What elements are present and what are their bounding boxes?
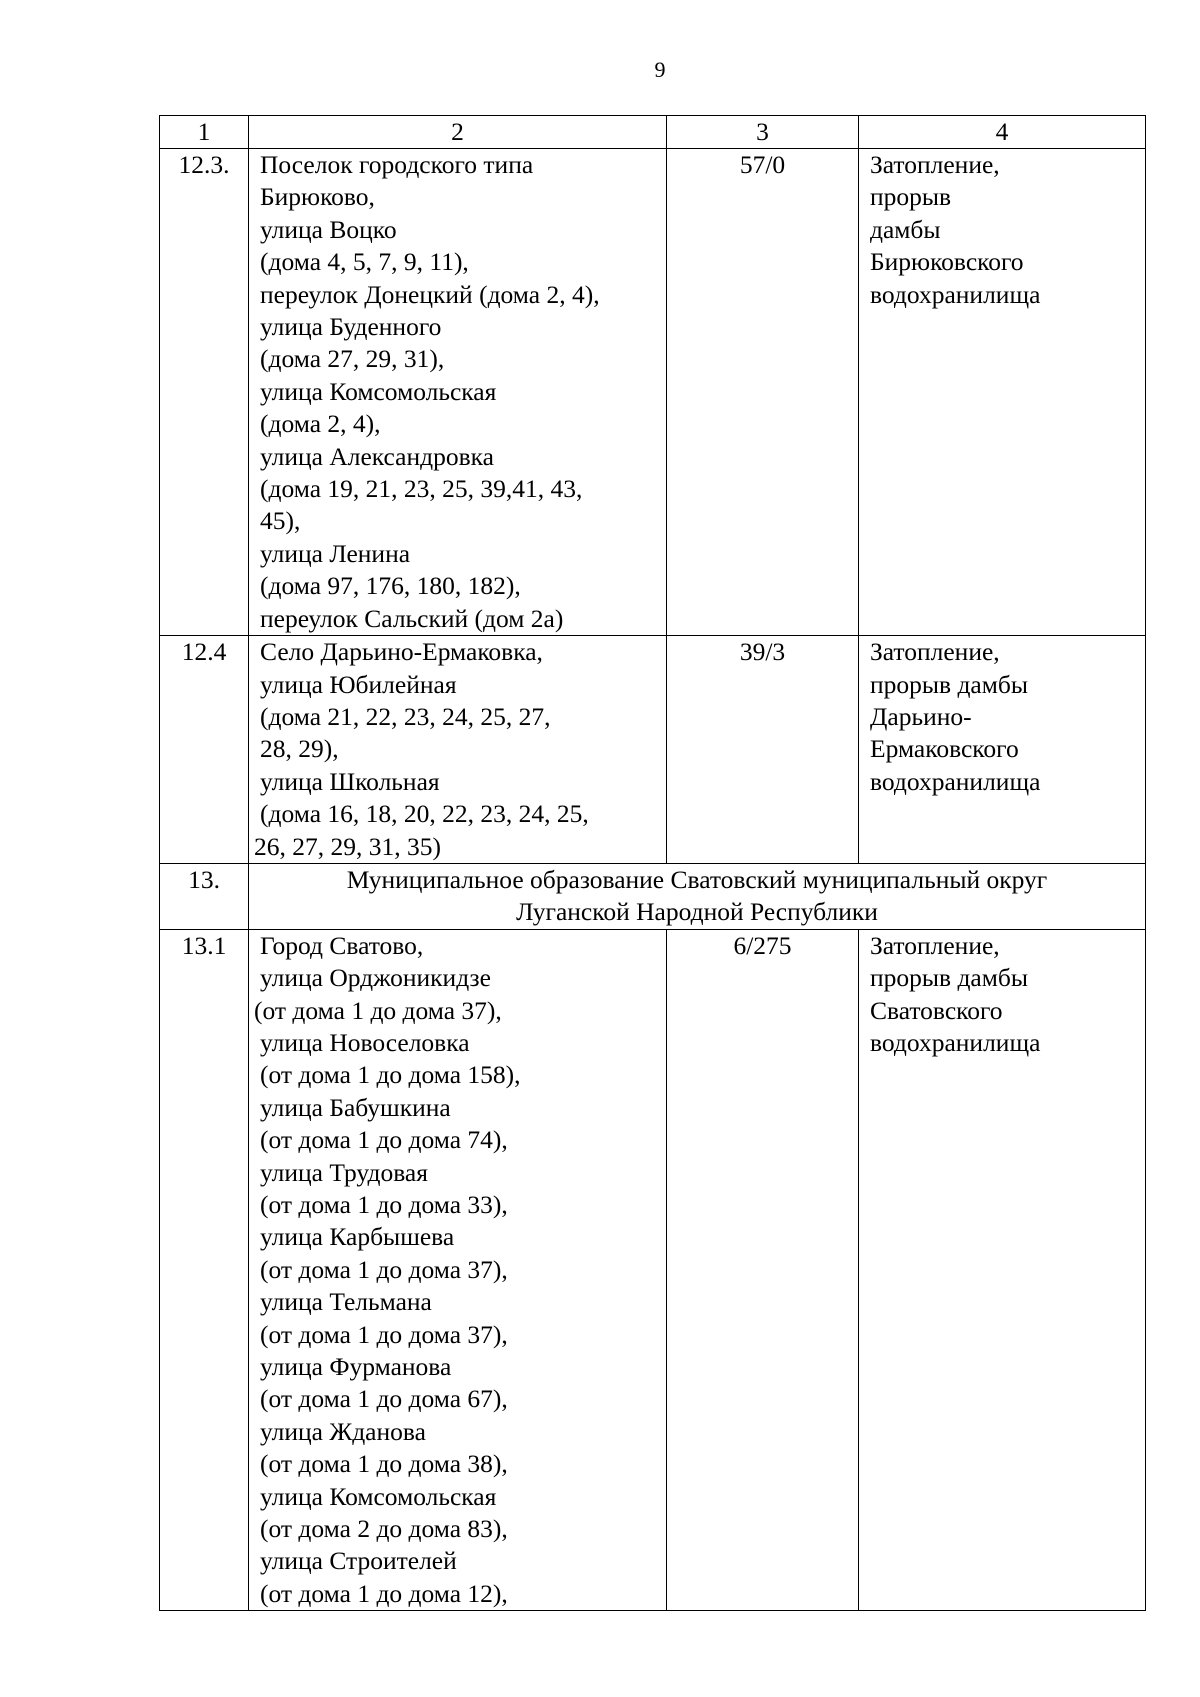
address-line: улица Строителей bbox=[260, 1546, 457, 1576]
address-line: (от дома 1 до дома 37), bbox=[254, 995, 502, 1025]
hazard-line: прорыв дамбы bbox=[870, 669, 1028, 699]
population-count: 39/3 bbox=[667, 636, 859, 864]
hazard-line: водохранилища bbox=[870, 279, 1041, 309]
column-header: 1 bbox=[160, 116, 249, 149]
address-line: (от дома 1 до дома 158), bbox=[260, 1060, 521, 1090]
hazard-line: Ермаковского bbox=[870, 734, 1019, 764]
address-line: 28, 29), bbox=[260, 734, 339, 764]
hazard-line: Бирюковского bbox=[870, 247, 1024, 277]
hazard-description bbox=[859, 636, 1146, 864]
row-number: 13.1 bbox=[160, 929, 249, 1611]
table-header-row bbox=[160, 116, 1146, 149]
hazard-line: Затопление, bbox=[870, 150, 1000, 179]
address-line: улица Жданова bbox=[260, 1416, 426, 1446]
address-line: переулок Донецкий (дома 2, 4), bbox=[260, 279, 600, 309]
address-line: (от дома 1 до дома 37), bbox=[260, 1319, 508, 1349]
address-line: (от дома 2 до дома 83), bbox=[260, 1514, 508, 1544]
address-line: (дома 27, 29, 31), bbox=[260, 344, 445, 374]
population-count: 6/275 bbox=[667, 929, 859, 1611]
section-title bbox=[249, 863, 1146, 929]
table-row bbox=[160, 636, 1146, 864]
address-line: улица Карбышева bbox=[260, 1222, 455, 1252]
address-line: (дома 19, 21, 23, 25, 39,41, 43, bbox=[260, 474, 583, 504]
address-line: улица Буденного bbox=[260, 312, 442, 342]
address-line: (от дома 1 до дома 37), bbox=[260, 1254, 508, 1284]
address-line: улица Орджоникидзе bbox=[260, 963, 491, 993]
section-title-line: Луганской Народной Республики bbox=[516, 897, 878, 927]
address-line: (дома 16, 18, 20, 22, 23, 24, 25, bbox=[260, 799, 589, 829]
row-number: 12.4 bbox=[160, 636, 249, 864]
hazard-line: прорыв bbox=[870, 182, 952, 212]
hazard-line: водохранилища bbox=[870, 1027, 1041, 1057]
address-line: переулок Сальский (дом 2а) bbox=[260, 603, 564, 633]
address-line: улица Школьная bbox=[260, 766, 440, 796]
flood-zone-table bbox=[159, 115, 1146, 1611]
hazard-description bbox=[859, 929, 1146, 1611]
section-title-line: Муниципальное образование Сватовский муниципальный округ bbox=[346, 864, 1048, 894]
address-line: улица Трудовая bbox=[260, 1157, 428, 1187]
row-number: 13. bbox=[160, 863, 249, 929]
address-line: улица Новоселовка bbox=[260, 1027, 470, 1057]
address-line: Город Сватово, bbox=[260, 930, 424, 960]
address-line: (от дома 1 до дома 67), bbox=[260, 1384, 508, 1414]
address-line: улица Юбилейная bbox=[260, 669, 457, 699]
column-header: 4 bbox=[859, 116, 1146, 149]
hazard-line: Затопление, bbox=[870, 930, 1000, 960]
address-line: (от дома 1 до дома 33), bbox=[260, 1190, 508, 1219]
table-row bbox=[160, 929, 1146, 1611]
population-count: 57/0 bbox=[667, 149, 859, 636]
address-cell bbox=[249, 636, 667, 864]
address-line: (дома 97, 176, 180, 182), bbox=[260, 571, 521, 601]
row-number: 12.3. bbox=[160, 149, 249, 636]
hazard-line: Сватовского bbox=[870, 995, 1003, 1025]
address-cell bbox=[249, 929, 667, 1611]
table-row bbox=[160, 149, 1146, 636]
address-line: улица Комсомольская bbox=[260, 1481, 497, 1511]
column-header: 3 bbox=[667, 116, 859, 149]
address-line: (дома 2, 4), bbox=[260, 409, 381, 439]
hazard-line: Затопление, bbox=[870, 637, 1000, 667]
address-line: (от дома 1 до дома 12), bbox=[260, 1578, 508, 1608]
address-line: Поселок городского типа bbox=[260, 150, 534, 179]
address-line: (от дома 1 до дома 38), bbox=[260, 1449, 508, 1479]
address-line: (дома 21, 22, 23, 24, 25, 27, bbox=[260, 701, 551, 731]
address-line: улица Александровка bbox=[260, 441, 494, 471]
hazard-line: прорыв дамбы bbox=[870, 963, 1028, 993]
address-line: Бирюково, bbox=[260, 182, 375, 212]
hazard-description bbox=[859, 149, 1146, 636]
hazard-line: водохранилища bbox=[870, 766, 1041, 796]
section-row bbox=[160, 863, 1146, 929]
address-line: улица Тельмана bbox=[260, 1287, 432, 1317]
address-line: (от дома 1 до дома 74), bbox=[260, 1125, 508, 1155]
address-line: улица Бабушкина bbox=[260, 1092, 451, 1122]
page-number: 9 bbox=[654, 57, 666, 82]
address-line: Село Дарьино-Ермаковка, bbox=[260, 637, 543, 667]
address-line: (дома 4, 5, 7, 9, 11), bbox=[260, 247, 469, 277]
address-line: 26, 27, 29, 31, 35) bbox=[254, 831, 441, 861]
address-line: 45), bbox=[260, 506, 301, 536]
address-line: улица Воцко bbox=[260, 214, 397, 244]
column-header: 2 bbox=[249, 116, 667, 149]
hazard-line: Дарьино- bbox=[870, 701, 972, 731]
address-line: улица Комсомольская bbox=[260, 376, 497, 406]
address-line: улица Ленина bbox=[260, 538, 411, 568]
address-cell bbox=[249, 149, 667, 636]
hazard-line: дамбы bbox=[870, 214, 941, 244]
address-line: улица Фурманова bbox=[260, 1352, 452, 1382]
